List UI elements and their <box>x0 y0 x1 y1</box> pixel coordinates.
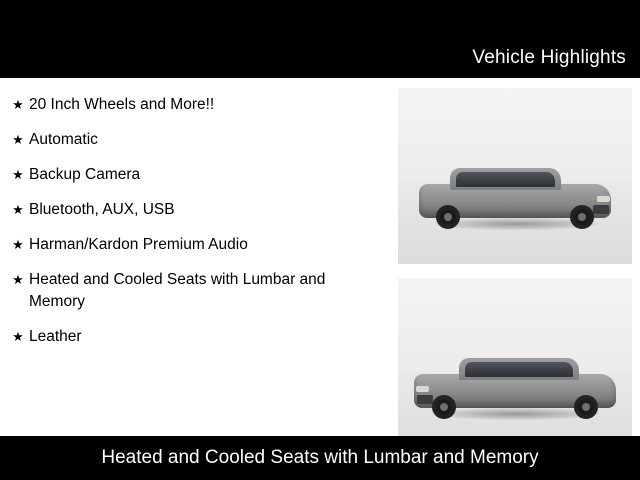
list-item <box>0 326 380 348</box>
list-item-label: Leather <box>29 328 82 345</box>
vehicle-bumper <box>417 395 433 404</box>
vehicle-wheel-front <box>570 205 594 229</box>
wheel-hub <box>582 403 590 411</box>
list-item-label: Automatic <box>29 131 98 148</box>
vehicle-silhouette <box>419 162 611 228</box>
photo-column <box>390 78 640 436</box>
vehicle-glass <box>465 362 574 377</box>
star-icon: ★ <box>12 132 24 147</box>
vehicle-photo-rear-three-quarter <box>398 278 632 454</box>
star-icon: ★ <box>12 167 24 182</box>
vehicle-taillight <box>416 386 429 392</box>
vehicle-wheel-rear <box>436 205 460 229</box>
wheel-hub <box>440 403 448 411</box>
list-item <box>0 234 380 256</box>
list-item <box>0 164 380 186</box>
star-icon: ★ <box>12 97 24 112</box>
list-item <box>0 269 380 313</box>
list-item-label: Backup Camera <box>29 166 141 183</box>
page-title: Vehicle Highlights <box>472 47 626 68</box>
vehicle-grille <box>593 205 609 214</box>
star-icon: ★ <box>12 237 24 252</box>
star-icon: ★ <box>12 202 24 217</box>
list-item <box>0 199 380 221</box>
vehicle-glass <box>456 172 556 187</box>
list-item <box>0 94 380 116</box>
list-item-label: Harman/Kardon Premium Audio <box>29 236 248 253</box>
vehicle-silhouette <box>414 352 615 418</box>
feature-list <box>0 78 380 361</box>
list-item-label: 20 Inch Wheels and More!! <box>29 96 215 113</box>
vehicle-headlight <box>597 196 610 202</box>
star-icon: ★ <box>12 329 24 344</box>
wheel-hub <box>444 213 452 221</box>
vehicle-wheel-front <box>574 395 598 419</box>
footer-band <box>0 436 640 480</box>
list-item <box>0 129 380 151</box>
vehicle-photo-front-three-quarter <box>398 88 632 264</box>
header-band <box>0 0 640 78</box>
main-content <box>0 78 640 436</box>
footer-caption: Heated and Cooled Seats with Lumbar and Memory <box>101 447 539 468</box>
vehicle-wheel-rear <box>432 395 456 419</box>
list-item-label: Heated and Cooled Seats with Lumbar and Memory <box>29 271 326 310</box>
list-item-label: Bluetooth, AUX, USB <box>29 201 175 218</box>
star-icon: ★ <box>12 272 24 287</box>
wheel-hub <box>578 213 586 221</box>
